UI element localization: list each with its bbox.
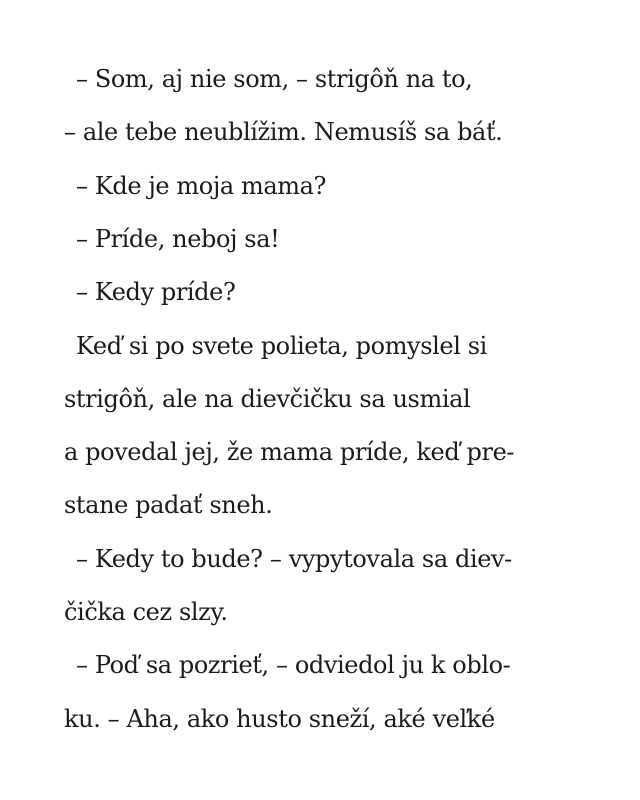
text-line: ku. – Aha, ako husto sneží, aké veľké [64, 705, 495, 733]
text-line: – Kedy to bude? – vypytovala sa diev- [76, 545, 512, 573]
text-line: – Poď sa pozrieť, – odviedol ju k oblo- [76, 651, 511, 679]
text-line: Keď si po svete polieta, pomyslel si [76, 332, 487, 360]
text-line: čička cez slzy. [64, 598, 228, 626]
text-line: – Kedy príde? [76, 278, 236, 306]
text-line: a povedal jej, že mama príde, keď pre- [64, 438, 515, 466]
text-line: strigôň, ale na dievčičku sa usmial [64, 385, 471, 413]
text-line: – Kde je moja mama? [76, 172, 327, 200]
text-line: – ale tebe neublížim. Nemusíš sa báť. [64, 118, 503, 146]
text-line: – Som, aj nie som, – strigôň na to, [76, 65, 473, 93]
text-line: stane padať sneh. [64, 491, 273, 519]
text-line: – Príde, neboj sa! [76, 225, 280, 253]
